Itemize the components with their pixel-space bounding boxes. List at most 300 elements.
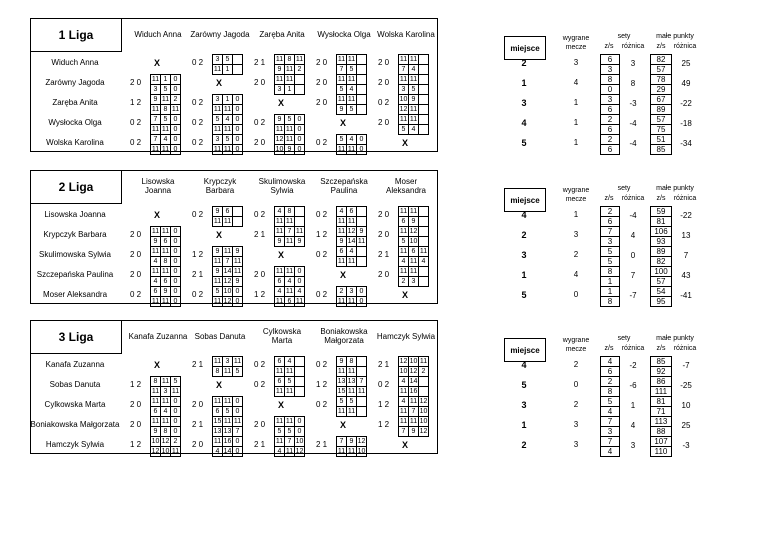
match-score: 1 2 bbox=[316, 380, 328, 389]
set-value: 0 bbox=[170, 407, 180, 416]
match-score: 2 0 bbox=[192, 400, 204, 409]
set-row bbox=[337, 104, 366, 114]
player-name: Zaręba Anita bbox=[52, 98, 98, 107]
set-row bbox=[337, 437, 366, 446]
set-value: 11 bbox=[223, 418, 232, 425]
match-score: 2 0 bbox=[254, 78, 266, 87]
set-row bbox=[213, 446, 242, 456]
set-row bbox=[151, 276, 180, 286]
points-won-lost bbox=[650, 436, 672, 457]
points-won-lost bbox=[650, 54, 672, 75]
set-row bbox=[399, 377, 428, 386]
sets-won: 2 bbox=[607, 207, 613, 216]
set-row bbox=[275, 296, 304, 306]
set-value: 9 bbox=[232, 247, 242, 256]
set-value: 11 bbox=[285, 218, 294, 225]
set-row bbox=[337, 216, 366, 226]
set-row bbox=[337, 144, 366, 154]
set-value: 5 bbox=[346, 105, 356, 114]
set-row bbox=[151, 437, 180, 446]
points-won-lost bbox=[650, 94, 672, 115]
set-value: 11 bbox=[151, 418, 160, 425]
place-value: 4 bbox=[521, 360, 527, 370]
sets-header: sety bbox=[617, 335, 631, 342]
match-score: 2 1 bbox=[378, 250, 390, 259]
set-value: 2 bbox=[339, 288, 344, 295]
sets-won-lost bbox=[600, 356, 620, 377]
set-value: 7 bbox=[284, 437, 294, 446]
set-value: 11 bbox=[409, 116, 418, 123]
sets-won: 4 bbox=[607, 357, 613, 366]
set-row bbox=[399, 207, 428, 216]
points-diff: 25 bbox=[681, 59, 691, 68]
player-name: Krypczyk Barbara bbox=[43, 230, 107, 239]
sets-won: 7 bbox=[607, 437, 613, 446]
set-points bbox=[212, 246, 243, 267]
sets-header: sety bbox=[617, 33, 631, 40]
set-value: 5 bbox=[339, 136, 344, 143]
league-title: 3 Liga bbox=[30, 320, 122, 354]
points-won: 113 bbox=[654, 417, 668, 426]
set-value: 16 bbox=[223, 438, 232, 445]
set-row bbox=[151, 417, 180, 426]
set-row bbox=[399, 216, 428, 226]
set-value: 9 bbox=[153, 96, 158, 103]
place-header: miejsce bbox=[504, 188, 546, 212]
set-value: 10 bbox=[399, 368, 408, 375]
place-value: 3 bbox=[521, 250, 527, 260]
set-row bbox=[337, 84, 366, 94]
set-value: 5 bbox=[339, 398, 344, 405]
set-value: 11 bbox=[275, 268, 284, 275]
match-score: 2 0 bbox=[316, 78, 328, 87]
sets-lost: 3 bbox=[601, 236, 619, 246]
set-points bbox=[398, 94, 429, 115]
set-value: 6 bbox=[160, 237, 170, 246]
set-row bbox=[213, 267, 242, 276]
sets-diff-header: różnica bbox=[621, 345, 645, 352]
set-row bbox=[275, 144, 304, 154]
set-value: 11 bbox=[337, 218, 346, 225]
set-value: 11 bbox=[285, 268, 294, 275]
set-value: 9 bbox=[284, 145, 294, 154]
set-value bbox=[418, 217, 428, 226]
self-match-mark: X bbox=[278, 98, 285, 108]
set-row bbox=[213, 247, 242, 256]
column-header: Wolska Karolina bbox=[377, 29, 435, 39]
set-value: 0 bbox=[170, 417, 180, 426]
set-value: 4 bbox=[160, 407, 170, 416]
match-score: 2 0 bbox=[254, 420, 266, 429]
points-won: 59 bbox=[656, 207, 666, 216]
sets-won: 2 bbox=[607, 135, 613, 144]
set-value bbox=[418, 115, 428, 124]
sets-won-lost bbox=[600, 226, 620, 247]
set-value: 13 bbox=[213, 428, 222, 435]
set-value: 4 bbox=[418, 257, 428, 266]
set-value: 11 bbox=[337, 408, 346, 415]
place-value: 4 bbox=[521, 118, 527, 128]
sets-won: 6 bbox=[607, 55, 613, 64]
set-points bbox=[212, 114, 243, 135]
set-points bbox=[274, 356, 305, 377]
points-lost: 57 bbox=[651, 276, 671, 286]
points-won-lost bbox=[650, 74, 672, 95]
set-value bbox=[356, 65, 366, 74]
sets-diff-header: różnica bbox=[621, 195, 645, 202]
set-value: 11 bbox=[409, 76, 418, 83]
set-value: 5 bbox=[408, 85, 418, 94]
set-row bbox=[337, 227, 366, 236]
set-value: 4 bbox=[284, 277, 294, 286]
sets-lost: 6 bbox=[601, 104, 619, 114]
column-header: Sobas Danuta bbox=[194, 331, 246, 341]
set-row bbox=[213, 124, 242, 134]
set-value: 5 bbox=[346, 65, 356, 74]
wins-value: 3 bbox=[573, 420, 579, 429]
set-points bbox=[150, 266, 181, 287]
set-row bbox=[399, 104, 428, 114]
sets-lost: 0 bbox=[601, 84, 619, 94]
set-value: 10 bbox=[419, 418, 428, 425]
points-zs-header: z/s bbox=[656, 43, 666, 50]
set-value: 8 bbox=[284, 207, 294, 216]
set-row bbox=[213, 64, 242, 74]
set-value: 12 bbox=[419, 398, 428, 405]
set-row bbox=[151, 296, 180, 306]
set-points bbox=[212, 266, 243, 287]
set-row bbox=[275, 124, 304, 134]
sets-won: 3 bbox=[607, 95, 613, 104]
set-value: 11 bbox=[275, 438, 284, 445]
set-value: 11 bbox=[337, 228, 346, 235]
set-value: 0 bbox=[170, 267, 180, 276]
sets-lost: 6 bbox=[601, 216, 619, 226]
set-value: 11 bbox=[285, 288, 294, 295]
points-lost: 92 bbox=[651, 366, 671, 376]
sets-won-lost bbox=[600, 376, 620, 397]
set-value: 7 bbox=[356, 377, 366, 386]
set-value: 11 bbox=[419, 358, 428, 365]
sets-diff: -3 bbox=[629, 99, 637, 108]
set-value: 1 bbox=[284, 85, 294, 94]
set-value: 6 bbox=[160, 277, 170, 286]
set-value bbox=[356, 207, 366, 216]
set-value bbox=[232, 217, 242, 226]
points-won: 86 bbox=[656, 377, 666, 386]
set-value: 8 bbox=[160, 257, 170, 266]
set-value: 1 bbox=[160, 75, 170, 84]
points-zs-header: z/s bbox=[656, 195, 666, 202]
match-score: 0 2 bbox=[192, 290, 204, 299]
self-match-mark: X bbox=[216, 380, 223, 390]
match-score: 1 2 bbox=[130, 380, 142, 389]
set-value bbox=[418, 227, 428, 236]
set-value: 5 bbox=[284, 427, 294, 436]
wins-value: 4 bbox=[573, 78, 579, 87]
column-header: Krypczyk Barbara bbox=[203, 177, 237, 195]
match-score: 2 0 bbox=[130, 400, 142, 409]
sets-won-lost bbox=[600, 94, 620, 115]
set-row bbox=[213, 426, 242, 436]
set-value: 0 bbox=[294, 417, 304, 426]
set-value bbox=[356, 257, 366, 266]
set-row bbox=[213, 144, 242, 154]
sets-zs-header: z/s bbox=[604, 195, 614, 202]
set-value: 7 bbox=[401, 428, 406, 435]
match-score: 0 2 bbox=[192, 138, 204, 147]
place-value: 1 bbox=[521, 78, 527, 88]
match-score: 1 2 bbox=[130, 98, 142, 107]
sets-won: 2 bbox=[607, 377, 613, 386]
set-value: 4 bbox=[401, 378, 406, 385]
column-header: Boniakowska Małgorzata bbox=[320, 327, 368, 345]
set-row bbox=[399, 276, 428, 286]
match-score: 1 2 bbox=[316, 230, 328, 239]
place-value: 1 bbox=[521, 420, 527, 430]
set-value: 11 bbox=[337, 76, 346, 83]
set-points bbox=[212, 436, 243, 457]
wins-value: 4 bbox=[573, 270, 579, 279]
sets-diff: 4 bbox=[630, 231, 636, 240]
set-value: 11 bbox=[409, 56, 418, 63]
sets-won: 1 bbox=[607, 287, 613, 296]
wins-value: 3 bbox=[573, 440, 579, 449]
set-row bbox=[151, 104, 180, 114]
sets-won-lost bbox=[600, 436, 620, 457]
set-value: 6 bbox=[277, 358, 282, 365]
set-points bbox=[336, 94, 367, 115]
points-header: małe punkty bbox=[656, 185, 694, 192]
set-value: 2 bbox=[294, 65, 304, 74]
set-value: 5 bbox=[222, 135, 232, 144]
set-row bbox=[337, 207, 366, 216]
set-points bbox=[150, 396, 181, 417]
set-points bbox=[150, 376, 181, 397]
set-value: 12 bbox=[295, 448, 304, 455]
set-value: 5 bbox=[401, 238, 406, 245]
match-score: 2 1 bbox=[254, 58, 266, 67]
match-score: 2 0 bbox=[130, 230, 142, 239]
set-row bbox=[337, 135, 366, 144]
match-score: 0 2 bbox=[378, 98, 390, 107]
set-row bbox=[213, 406, 242, 416]
set-value: 9 bbox=[277, 116, 282, 123]
self-match-mark: X bbox=[402, 440, 409, 450]
points-lost: 88 bbox=[651, 426, 671, 436]
player-name: Kanafa Zuzanna bbox=[45, 360, 105, 369]
set-row bbox=[337, 236, 366, 246]
set-row bbox=[151, 247, 180, 256]
set-points bbox=[398, 416, 429, 437]
match-score: 0 2 bbox=[316, 138, 328, 147]
set-row bbox=[399, 55, 428, 64]
set-row bbox=[337, 377, 366, 386]
set-value bbox=[418, 75, 428, 84]
set-points bbox=[398, 266, 429, 287]
set-value bbox=[418, 65, 428, 74]
player-name: Sobas Danuta bbox=[49, 380, 101, 389]
self-match-mark: X bbox=[340, 420, 347, 430]
points-won: 57 bbox=[656, 115, 666, 124]
set-value: 9 bbox=[277, 238, 282, 245]
set-value bbox=[356, 85, 366, 94]
wins-value: 1 bbox=[573, 98, 579, 107]
set-value: 0 bbox=[170, 135, 180, 144]
set-points bbox=[274, 54, 305, 75]
set-value: 11 bbox=[275, 368, 284, 375]
set-value: 16 bbox=[409, 388, 418, 395]
set-value: 9 bbox=[408, 427, 418, 436]
set-row bbox=[275, 276, 304, 286]
set-row bbox=[151, 227, 180, 236]
set-points bbox=[274, 134, 305, 155]
player-name: Hamczyk Sylwia bbox=[45, 440, 105, 449]
set-value: 11 bbox=[409, 258, 418, 265]
set-value bbox=[294, 217, 304, 226]
set-value: 4 bbox=[277, 448, 282, 455]
set-value: 11 bbox=[337, 368, 346, 375]
set-points bbox=[398, 54, 429, 75]
set-value: 11 bbox=[295, 228, 304, 235]
set-value: 6 bbox=[401, 218, 406, 225]
points-lost: 95 bbox=[651, 296, 671, 306]
set-value: 7 bbox=[401, 66, 406, 73]
set-value: 11 bbox=[295, 56, 304, 63]
set-value: 11 bbox=[399, 116, 408, 123]
set-row bbox=[275, 417, 304, 426]
sets-won-lost bbox=[600, 54, 620, 75]
set-row bbox=[151, 406, 180, 416]
set-row bbox=[213, 357, 242, 366]
set-value: 6 bbox=[215, 408, 220, 415]
set-value: 12 bbox=[275, 136, 284, 143]
match-score: 1 2 bbox=[130, 440, 142, 449]
set-row bbox=[213, 55, 242, 64]
set-value: 4 bbox=[401, 258, 406, 265]
match-score: 0 2 bbox=[254, 118, 266, 127]
set-value: 11 bbox=[409, 106, 418, 113]
set-row bbox=[337, 397, 366, 406]
match-score: 0 2 bbox=[192, 118, 204, 127]
place-value: 1 bbox=[521, 270, 527, 280]
set-points bbox=[274, 266, 305, 287]
set-points bbox=[212, 54, 243, 75]
sets-won-lost bbox=[600, 416, 620, 437]
set-value: 4 bbox=[153, 278, 158, 285]
set-value: 9 bbox=[346, 437, 356, 446]
player-name: Wysłocka Olga bbox=[48, 118, 102, 127]
match-score: 0 2 bbox=[130, 118, 142, 127]
set-points bbox=[336, 74, 367, 95]
set-row bbox=[151, 84, 180, 94]
set-points bbox=[212, 356, 243, 377]
set-row bbox=[275, 75, 304, 84]
set-value: 15 bbox=[213, 418, 222, 425]
set-points bbox=[398, 226, 429, 247]
set-row bbox=[337, 95, 366, 104]
wins-value: 1 bbox=[573, 118, 579, 127]
set-value: 0 bbox=[170, 125, 180, 134]
set-value: 0 bbox=[232, 397, 242, 406]
set-value: 9 bbox=[215, 268, 220, 275]
set-points bbox=[274, 416, 305, 437]
self-match-mark: X bbox=[278, 400, 285, 410]
set-row bbox=[213, 135, 242, 144]
set-value: 11 bbox=[275, 228, 284, 235]
set-row bbox=[275, 377, 304, 386]
set-value: 9 bbox=[408, 95, 418, 104]
match-score: 2 0 bbox=[316, 58, 328, 67]
set-value: 11 bbox=[213, 278, 222, 285]
set-value: 14 bbox=[347, 238, 356, 245]
set-value: 9 bbox=[232, 277, 242, 286]
sets-lost: 1 bbox=[601, 276, 619, 286]
match-score: 0 2 bbox=[192, 98, 204, 107]
self-match-mark: X bbox=[340, 270, 347, 280]
sets-diff: 3 bbox=[630, 59, 636, 68]
set-value: 11 bbox=[151, 268, 160, 275]
set-points bbox=[336, 206, 367, 227]
set-value: 5 bbox=[215, 116, 220, 123]
set-value bbox=[294, 387, 304, 396]
set-value: 9 bbox=[215, 208, 220, 215]
set-value: 11 bbox=[213, 298, 222, 305]
column-header: Szczepańska Paulina bbox=[320, 177, 368, 195]
set-value: 12 bbox=[223, 298, 232, 305]
set-value: 11 bbox=[151, 106, 160, 113]
set-value: 11 bbox=[399, 76, 408, 83]
match-score: 2 0 bbox=[378, 118, 390, 127]
sets-diff: 8 bbox=[630, 79, 636, 88]
set-value: 10 bbox=[399, 96, 408, 103]
set-row bbox=[399, 247, 428, 256]
match-score: 2 1 bbox=[254, 230, 266, 239]
set-value: 11 bbox=[347, 368, 356, 375]
points-won-lost bbox=[650, 396, 672, 417]
set-points bbox=[150, 246, 181, 267]
set-value: 4 bbox=[215, 448, 220, 455]
points-diff: 7 bbox=[683, 251, 689, 260]
set-value: 1 bbox=[222, 95, 232, 104]
points-diff: 43 bbox=[681, 271, 691, 280]
points-lost: 81 bbox=[651, 216, 671, 226]
set-value: 9 bbox=[339, 238, 344, 245]
set-value: 5 bbox=[277, 428, 282, 435]
self-match-mark: X bbox=[154, 360, 161, 370]
match-score: 2 0 bbox=[378, 210, 390, 219]
column-header: Wysłocka Olga bbox=[317, 29, 371, 39]
set-row bbox=[275, 386, 304, 396]
self-match-mark: X bbox=[216, 78, 223, 88]
points-lost: 82 bbox=[651, 256, 671, 266]
set-points bbox=[274, 286, 305, 307]
set-value: 0 bbox=[232, 115, 242, 124]
points-diff: -3 bbox=[682, 441, 690, 450]
set-value bbox=[294, 207, 304, 216]
set-value: 11 bbox=[161, 248, 170, 255]
set-value bbox=[418, 267, 428, 276]
set-value: 5 bbox=[339, 86, 344, 93]
set-value bbox=[294, 75, 304, 84]
set-value: 11 bbox=[161, 418, 170, 425]
match-score: 2 0 bbox=[378, 58, 390, 67]
set-value bbox=[418, 277, 428, 286]
set-row bbox=[399, 426, 428, 436]
set-value: 11 bbox=[275, 418, 284, 425]
wins-header: wygrane mecze bbox=[562, 337, 590, 353]
sets-won: 8 bbox=[607, 75, 613, 84]
